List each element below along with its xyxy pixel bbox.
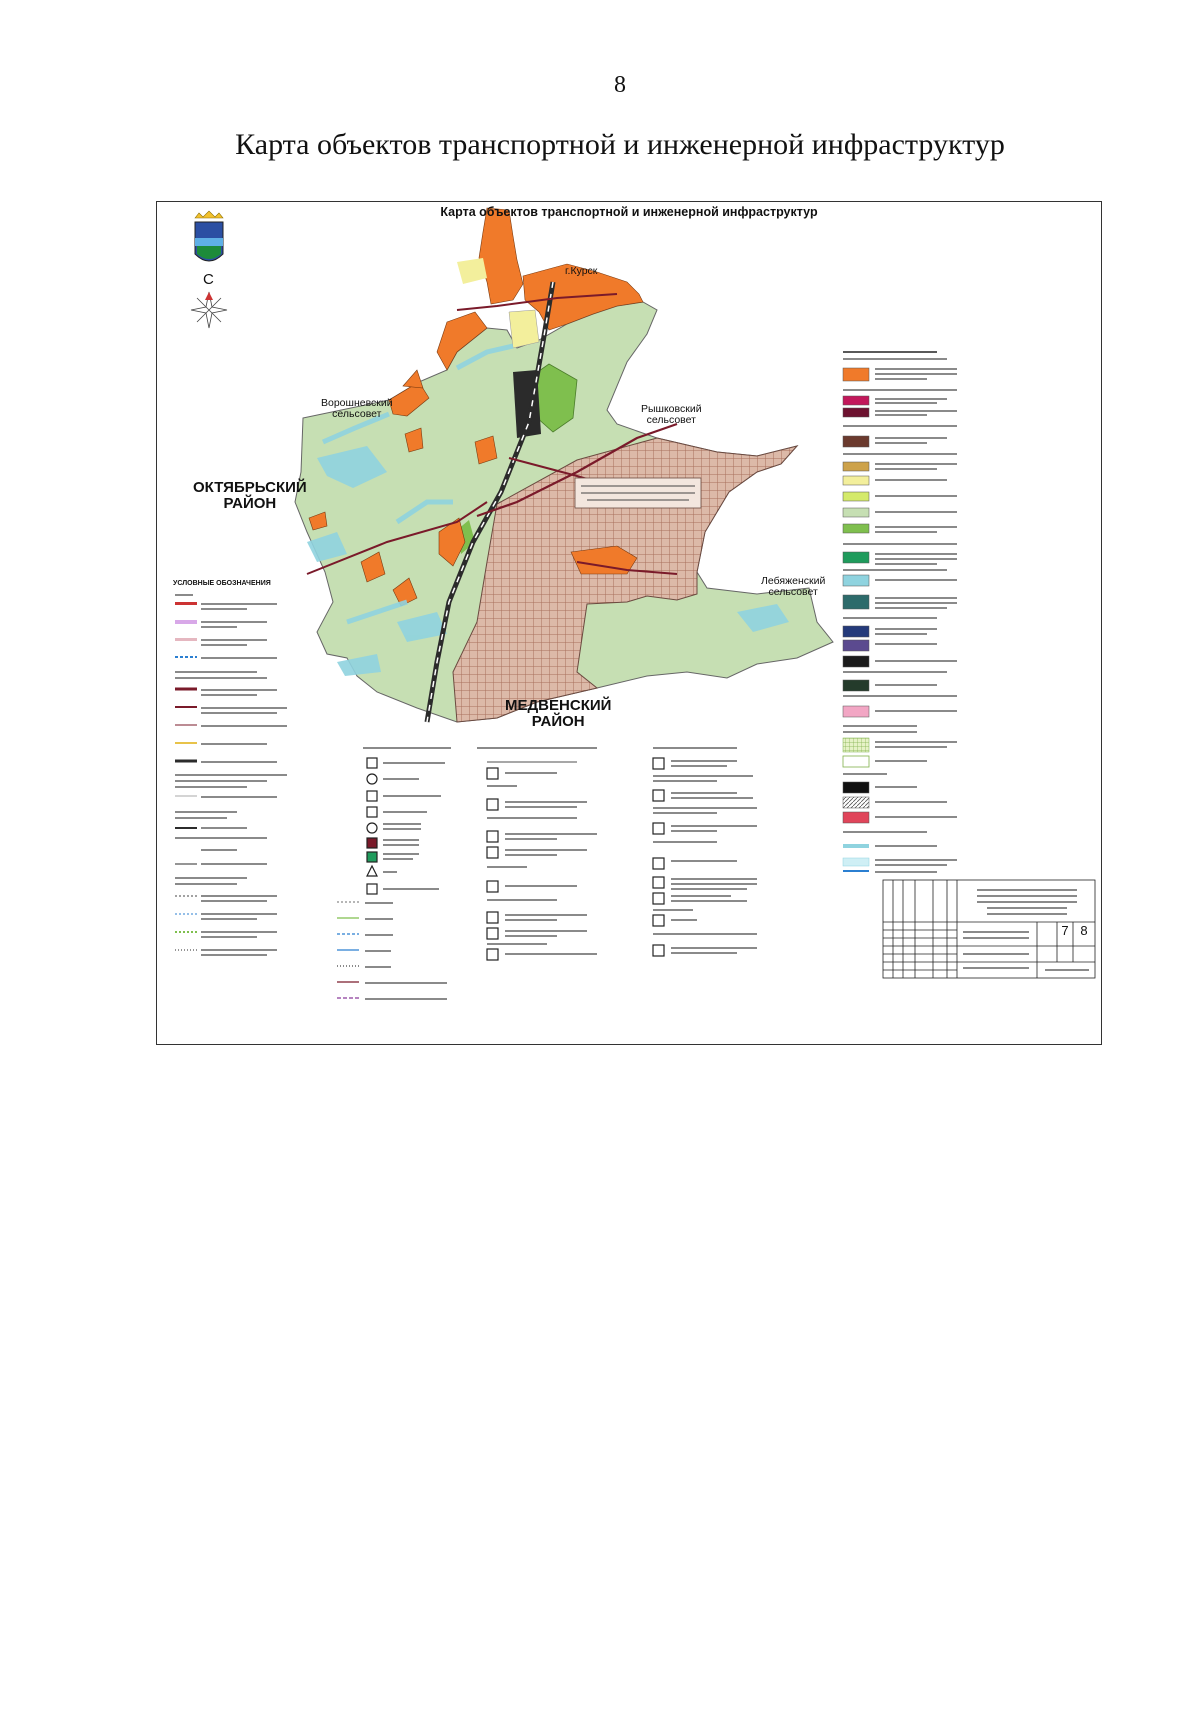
sheet-total: 8 xyxy=(1080,923,1088,938)
north-arrow-letter: С xyxy=(203,271,214,288)
map-figure xyxy=(156,201,1102,1045)
label-oktyabrsky: ОКТЯБРЬСКИЙ РАЙОН xyxy=(193,479,307,512)
map-inner-title: Карта объектов транспортной и инженерной инфраструктур xyxy=(440,205,818,219)
legend-social-objects xyxy=(653,748,757,956)
public-zone xyxy=(457,258,487,284)
label-voroshnevsky: Ворошневский сельсовет xyxy=(321,397,393,421)
compass-rose-icon xyxy=(191,292,227,328)
legend-capital-construction xyxy=(477,748,597,960)
legend-right xyxy=(843,352,957,872)
label-kursk: г.Курск xyxy=(565,265,598,277)
page-number: 8 xyxy=(614,72,626,98)
legend-left xyxy=(175,595,287,955)
label-lebyazhensky: Лебяженский сельсовет xyxy=(761,575,826,599)
public-zone xyxy=(509,310,539,348)
label-medvensky: МЕДВЕНСКИЙ РАЙОН xyxy=(505,697,612,730)
map-canvas xyxy=(157,202,1101,1044)
label-ryshkovsky: Рышковский сельсовет xyxy=(641,403,702,427)
legend-heading: УСЛОВНЫЕ ОБОЗНАЧЕНИЯ xyxy=(173,580,271,587)
zone-label-box xyxy=(575,478,701,508)
legend-engineering-symbols xyxy=(337,748,451,999)
sheet-number: 7 xyxy=(1061,923,1069,938)
page-title: Карта объектов транспортной и инженерной инфраструктур xyxy=(235,128,1005,161)
